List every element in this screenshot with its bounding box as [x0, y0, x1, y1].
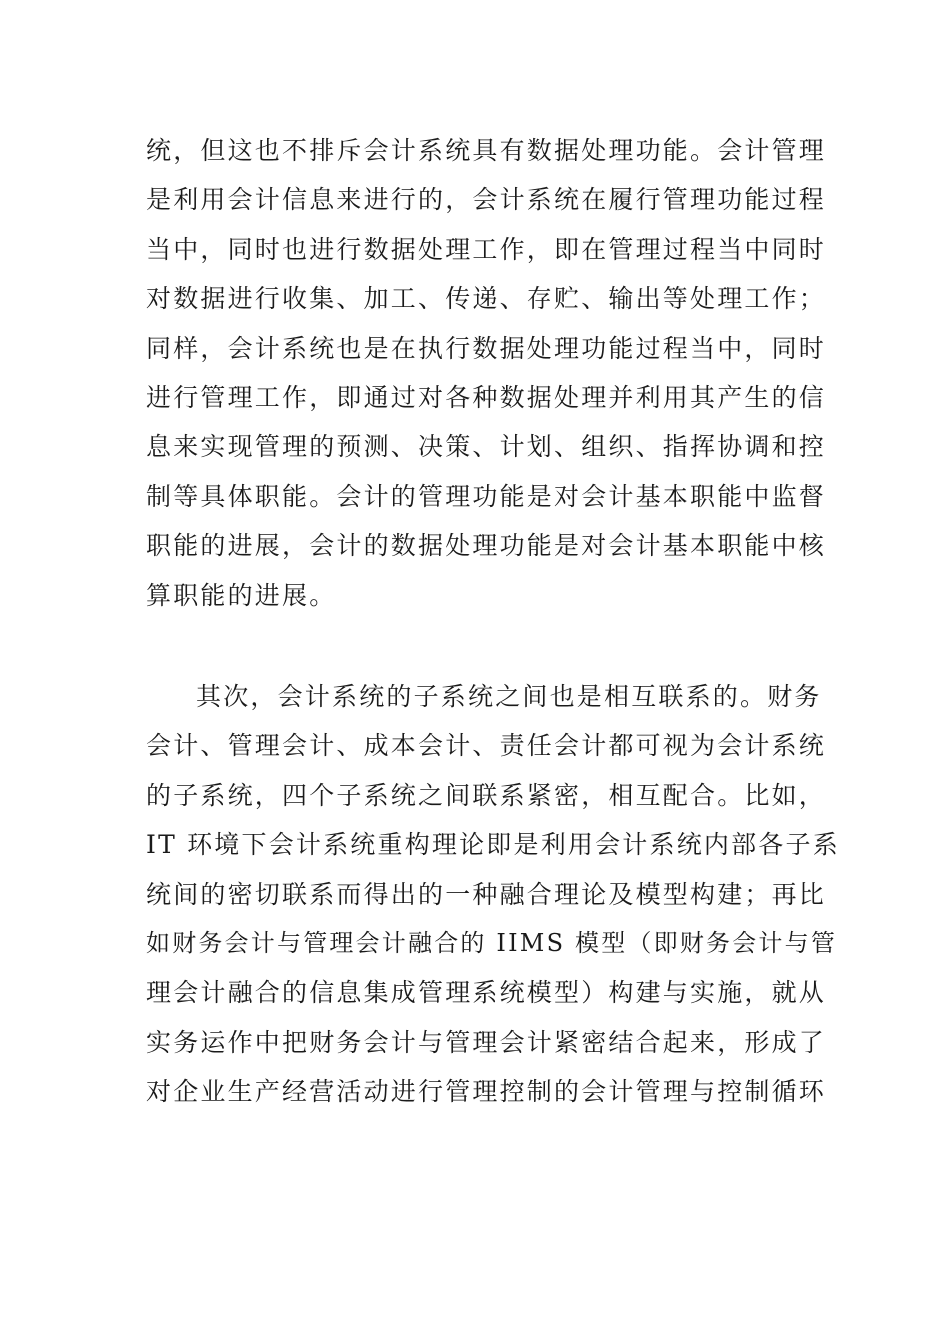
text-line: 理会计融合的信息集成管理系统模型）构建与实施，就从 — [146, 978, 827, 1008]
text-line: 对企业生产经营活动进行管理控制的会计管理与控制循环 — [146, 1077, 827, 1107]
text-line: 息来实现管理的预测、决策、计划、组织、指挥协调和控 — [146, 432, 827, 462]
text-line: 统间的密切联系而得出的一种融合理论及模型构建；再比 — [146, 879, 827, 909]
text-line: 的子系统，四个子系统之间联系紧密，相互配合。比如， — [146, 780, 827, 810]
text-line: 进行管理工作，即通过对各种数据处理并利用其产生的信 — [146, 382, 827, 412]
paragraph-1 — [146, 126, 846, 620]
text-line: IT 环境下会计系统重构理论即是利用会计系统内部各子系 — [146, 830, 840, 860]
text-line: 同样，会计系统也是在执行数据处理功能过程当中，同时 — [146, 333, 827, 363]
text-line: 其次，会计系统的子系统之间也是相互联系的。财务 — [196, 682, 822, 711]
text-line: 职能的进展，会计的数据处理功能是对会计基本职能中核 — [146, 531, 827, 561]
text-line: 如财务会计与管理会计融合的 IIMS 模型（即财务会计与管 — [146, 928, 838, 957]
paragraph-2 — [146, 672, 846, 1117]
text-line: 统，但这也不排斥会计系统具有数据处理功能。会计管理 — [146, 136, 827, 165]
text-line: 制等具体职能。会计的管理功能是对会计基本职能中监督 — [146, 481, 827, 511]
text-line: 是利用会计信息来进行的，会计系统在履行管理功能过程 — [146, 185, 827, 215]
text-line: 当中，同时也进行数据处理工作，即在管理过程当中同时 — [146, 234, 827, 264]
text-line: 实务运作中把财务会计与管理会计紧密结合起来，形成了 — [146, 1027, 827, 1057]
text-line: 会计、管理会计、成本会计、责任会计都可视为会计系统 — [146, 731, 827, 761]
text-line: 对数据进行收集、加工、传递、存贮、输出等处理工作； — [146, 284, 827, 314]
text-line: 算职能的进展。 — [146, 580, 337, 610]
